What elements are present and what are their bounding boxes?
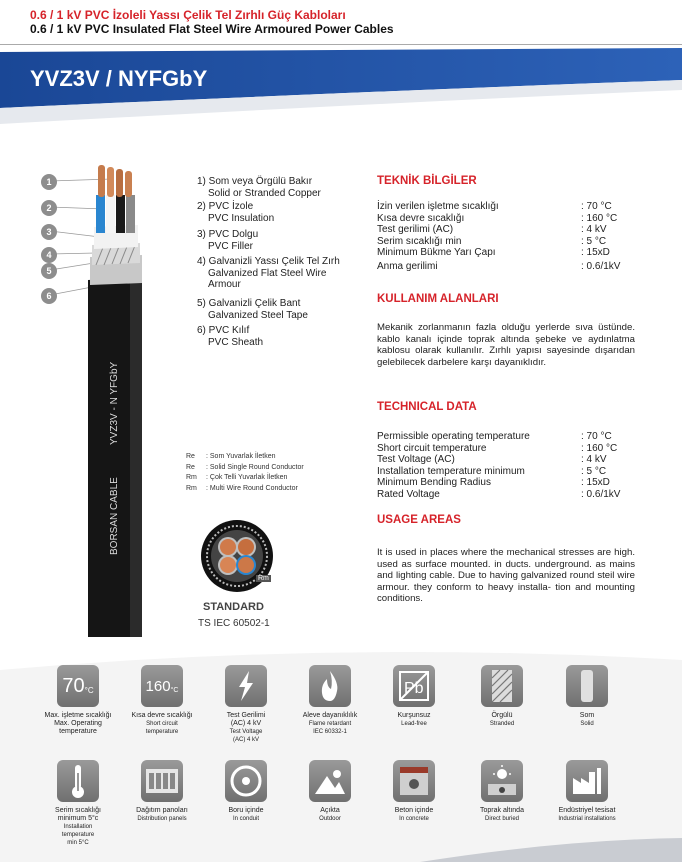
- stranded-label: [457, 712, 547, 728]
- spec-row: [377, 236, 637, 248]
- teknik-heading: TEKNİK BİLGİLER: [377, 175, 477, 187]
- usage-text: It is used in places where the mechanical stresses are high. used as surface mounted. in ducts. underground. as mains and lighting cable. Due to having galvanized round steil wire armour. they conform to heavy installa- tion and mounting conditions.: [377, 547, 635, 605]
- install-temp-icon: [57, 760, 99, 802]
- spec-key: İzin verilen işletme sıcaklığı: [377, 201, 499, 212]
- icon-sub: temperature: [145, 729, 179, 735]
- direct-buried-icon: [481, 760, 523, 802]
- icon-label-text: Beton içinde: [394, 807, 434, 814]
- icon-sub: Industrial installations: [558, 816, 616, 822]
- legend-text: : Solid Single Round Conductor: [206, 463, 304, 471]
- component-label-en: Galvanized Steel Tape: [208, 309, 308, 321]
- icon-sub: temperature: [59, 728, 97, 735]
- component-label-tr: 1) Som veya Örgülü Bakır: [197, 176, 313, 187]
- solid-wire-icon: [577, 668, 597, 704]
- icon-label-text: Kısa devre sıcaklığı: [131, 712, 193, 719]
- icon-sub: Direct buried: [484, 816, 519, 822]
- spec-key: Anma gerilimi: [377, 260, 438, 272]
- icon-sub: Distribution panels: [137, 816, 187, 822]
- component-5: [197, 298, 308, 321]
- icon-label-text: Açıkta: [320, 807, 340, 814]
- icon-sub: In conduit: [232, 816, 260, 822]
- temp-160-icon: [141, 665, 183, 707]
- cable-print-code: YVZ3V - N YFGbY: [109, 361, 120, 445]
- legend-text: : Çok Telli Yuvarlak İletken: [206, 474, 288, 481]
- icon-sub: Solid: [580, 721, 594, 727]
- concrete-icon: [397, 764, 431, 798]
- conduit-icon: [229, 764, 263, 798]
- panel-icon: [144, 765, 180, 797]
- icon-label-text: Serim sıcaklığı: [55, 807, 101, 814]
- spec-value: : 4 kV: [581, 454, 607, 465]
- spec-row: [377, 261, 637, 273]
- icon-sub: IEC 60332-1: [313, 729, 347, 735]
- spec-row: [377, 224, 637, 236]
- industrial-label: [542, 807, 632, 823]
- spec-key: Minimum Bükme Yarı Çapı: [377, 247, 496, 258]
- legend-text: : Som Yuvarlak İletken: [206, 453, 276, 460]
- spec-value: : 160 °C: [581, 212, 618, 224]
- spec-value: : 5 °C: [581, 235, 607, 247]
- factory-icon: [570, 764, 604, 798]
- component-label-en: Solid or Stranded Copper: [208, 187, 321, 199]
- icon-sub: Lead-free: [401, 721, 427, 727]
- conductor-legend: [186, 452, 304, 494]
- spec-value: : 70 °C: [581, 201, 612, 212]
- legend-text: : Multi Wire Round Conductor: [206, 484, 298, 492]
- cable-print-brand: BORSAN CABLE: [109, 477, 120, 555]
- buried-icon: [485, 764, 519, 798]
- bullet-3: 3: [41, 224, 57, 240]
- icon-sub: Stranded: [489, 721, 515, 727]
- temp-160-label: [117, 712, 207, 736]
- icon-label-text: Kurşunsuz: [397, 712, 431, 719]
- landscape-icon: [313, 764, 347, 798]
- stranded-icon: [481, 665, 523, 707]
- icon-label-text: Aleve dayanıklılık: [302, 712, 358, 719]
- icon-sub: In concrete: [399, 816, 429, 822]
- component-3: [197, 229, 258, 252]
- legend-code: Rm: [186, 474, 197, 481]
- component-label-en: PVC Filler: [208, 240, 254, 252]
- lead-free-icon: [393, 665, 435, 707]
- temp-70-unit: °C: [84, 685, 94, 695]
- legend-row: [186, 473, 304, 484]
- spec-value: : 0.6/1kV: [581, 260, 621, 272]
- spec-row: [377, 201, 637, 213]
- spec-key: Minimum Bending Radius: [377, 477, 491, 488]
- flame-retardant-label: [285, 712, 375, 736]
- bullet-6: 6: [41, 288, 57, 304]
- legend-row: [186, 484, 304, 495]
- spec-key: Short circuit temperature: [377, 442, 487, 454]
- component-label-tr: 3) PVC Dolgu: [197, 229, 259, 240]
- icon-label-text: Toprak altında: [480, 807, 524, 814]
- temp-160-value: 160: [145, 677, 171, 695]
- icon-sub: Short circuit: [146, 721, 178, 727]
- flame-icon: [315, 669, 345, 703]
- icon-sub: Installation: [63, 824, 93, 830]
- teknik-table: [377, 201, 637, 272]
- component-6: [197, 325, 263, 348]
- temp-70-icon: [57, 665, 99, 707]
- bullet-2: 2: [41, 200, 57, 216]
- component-2: [197, 201, 274, 224]
- outdoor-icon: [309, 760, 351, 802]
- temp-160-unit: °C: [170, 686, 179, 694]
- lightning-icon: [231, 669, 261, 703]
- spec-row: [377, 466, 637, 478]
- lead-free-symbol: Pb: [404, 680, 424, 697]
- component-label-en: PVC Insulation: [208, 212, 275, 224]
- legend-code: Rm: [186, 484, 197, 492]
- kullanim-heading: KULLANIM ALANLARI: [377, 293, 499, 305]
- bullet-4: 4: [41, 247, 57, 263]
- bullet-1: 1: [41, 174, 57, 190]
- spec-value: : 5 °C: [581, 465, 607, 477]
- icon-label-text: Dağıtım panoları: [136, 807, 188, 814]
- spec-row: [377, 213, 637, 225]
- cable-cross-section: [200, 519, 274, 593]
- no-lead-icon: [396, 668, 432, 704]
- technical-table: [377, 431, 637, 500]
- bullet-5: 5: [41, 263, 57, 279]
- icon-label-text: Endüstriyel tesisat: [558, 807, 616, 814]
- install-temp-label: [33, 807, 123, 847]
- component-label-tr: 2) PVC İzole: [197, 201, 254, 212]
- distribution-panel-icon: [141, 760, 183, 802]
- component-label-tr: 4) Galvanizli Yassı Çelik Tel Zırh: [197, 256, 340, 267]
- industrial-icon: [566, 760, 608, 802]
- cross-section-tag: Rm: [258, 575, 269, 582]
- solid-icon: [566, 665, 608, 707]
- lead-free-label: [369, 712, 459, 728]
- icon-sub: minimum 5°c: [57, 815, 99, 822]
- temp-70-value: 70: [62, 674, 85, 697]
- spec-row: [377, 247, 637, 259]
- spec-row: [377, 454, 637, 466]
- component-1: [197, 176, 321, 199]
- standard-label: STANDARD: [203, 601, 264, 613]
- spec-value: : 15xD: [581, 247, 610, 258]
- icon-label-text: Max. işletme sıcaklığı: [44, 712, 112, 719]
- title-english: 0.6 / 1 kV PVC Insulated Flat Steel Wire Armoured Power Cables: [30, 22, 394, 36]
- icon-label-text: Som: [579, 712, 595, 719]
- test-voltage-label: [201, 712, 291, 744]
- spec-value: : 0.6/1kV: [581, 488, 621, 500]
- legend-code: Re: [186, 453, 195, 460]
- icon-sub: temperature: [61, 832, 95, 838]
- component-label-en: Galvanized Flat Steel Wire: [208, 267, 327, 279]
- standard-value: TS IEC 60502-1: [198, 618, 270, 629]
- icon-sub: min 5°C: [67, 840, 89, 846]
- test-voltage-icon: [225, 665, 267, 707]
- in-conduit-label: [201, 807, 291, 823]
- temp-70-label: [33, 712, 123, 736]
- solid-label: [542, 712, 632, 728]
- component-4: [197, 256, 340, 291]
- component-label-en: PVC Sheath: [208, 336, 264, 348]
- component-label-en: Armour: [208, 279, 241, 290]
- spec-row: [377, 477, 637, 489]
- icon-sub: (AC) 4 kV: [230, 720, 262, 727]
- spec-value: : 160 °C: [581, 442, 618, 454]
- kullanim-text: Mekanik zorlanmanın fazla olduğu yerlerde sıva üstünde. kablo kanalı içinde toprak altında şebeke ve aydınlatma kablosu olarak kullanılır. Zırhlı yapısı sayesinde dışarıdan gelebilecek darbelere karşı dayanıklıdır.: [377, 322, 635, 368]
- in-conduit-icon: [225, 760, 267, 802]
- spec-key: Test gerilimi (AC): [377, 224, 454, 235]
- spec-value: : 4 kV: [581, 224, 607, 235]
- outdoor-label: [285, 807, 375, 823]
- icon-sub: (AC) 4 kV: [232, 737, 259, 743]
- thermometer-icon: [66, 763, 90, 799]
- legend-row: [186, 452, 304, 463]
- icon-sub: Test Voltage: [229, 729, 263, 735]
- spec-value: : 15xD: [581, 477, 610, 488]
- icon-sub: Outdoor: [319, 816, 341, 822]
- spec-key: Installation temperature minimum: [377, 465, 525, 477]
- icon-label-text: Test Gerilimi: [226, 712, 266, 719]
- icon-label-text: Boru içinde: [228, 807, 264, 814]
- spec-row: [377, 431, 637, 443]
- component-label-tr: 5) Galvanizli Çelik Bant: [197, 298, 301, 309]
- spec-row: [377, 489, 637, 501]
- distribution-panel-label: [117, 807, 207, 823]
- spec-value: : 70 °C: [581, 431, 612, 442]
- title-turkish: 0.6 / 1 kV PVC İzoleli Yassı Çelik Tel Zırhlı Güç Kabloları: [30, 8, 346, 22]
- spec-row: [377, 443, 637, 455]
- spec-key: Permissible operating temperature: [377, 431, 530, 442]
- spec-key: Kısa devre sıcaklığı: [377, 212, 465, 224]
- technical-heading: TECHNICAL DATA: [377, 401, 477, 413]
- component-label-tr: 6) PVC Kılıf: [197, 325, 250, 336]
- spec-key: Rated Voltage: [377, 488, 440, 500]
- product-code: YVZ3V / NYFGbY: [30, 66, 208, 91]
- icon-sub: Flame retardant: [308, 721, 352, 727]
- flame-retardant-icon: [309, 665, 351, 707]
- icon-label-text: Örgülü: [491, 712, 513, 719]
- spec-key: Test Voltage (AC): [377, 454, 455, 465]
- usage-heading: USAGE AREAS: [377, 514, 461, 526]
- icon-sub: Max. Operating: [54, 720, 102, 727]
- stranded-wire-icon: [487, 668, 517, 704]
- spec-key: Serim sıcaklığı min: [377, 235, 462, 247]
- in-concrete-icon: [393, 760, 435, 802]
- direct-buried-label: [457, 807, 547, 823]
- legend-code: Re: [186, 463, 195, 471]
- legend-row: [186, 463, 304, 474]
- header-divider: [0, 44, 682, 45]
- in-concrete-label: [369, 807, 459, 823]
